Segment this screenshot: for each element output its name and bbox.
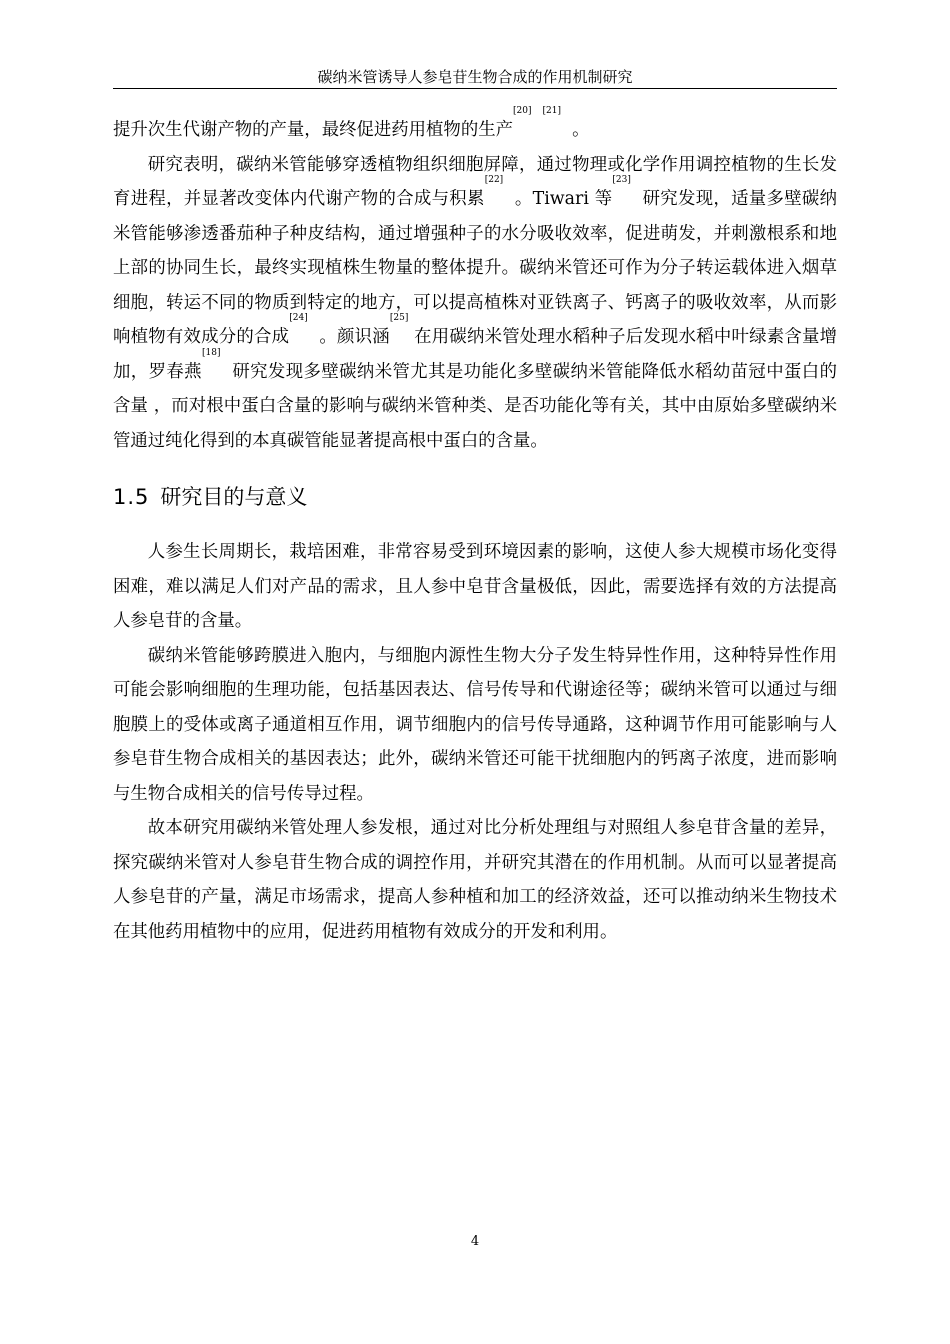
section-title: 研究目的与意义	[160, 485, 308, 509]
paragraph-end: 。	[572, 120, 590, 140]
paragraph-text: 研究表明，碳纳米管能够穿透植物组织细胞屏障，通过物理或化学作用调控植物的生长发育进程，并显著改变体内代谢产物的合成与积累	[113, 154, 837, 209]
citation: [23]	[612, 175, 631, 185]
paragraph-mechanism: 碳纳米管能够跨膜进入胞内，与细胞内源性生物大分子发生特异性作用，这种特异性作用可能会影响细胞的生理功能，包括基因表达、信号传导和代谢途径等；碳纳米管可以通过与细胞膜上的受体或离子通道相互作用，调节细胞内的信号传导通路，这种调节作用可能影响与人参皂苷生物合成相关的基因表达；此外，碳纳米管还可能干扰细胞内的钙离子浓度，进而影响与生物合成相关的信号传导过程。	[113, 645, 837, 804]
citation: [22]	[484, 175, 504, 185]
paragraph-text: 。Tiwari 等	[514, 189, 613, 209]
running-header: 碳纳米管诱导人参皂苷生物合成的作用机制研究	[317, 68, 633, 86]
citation: [20]	[513, 106, 532, 116]
main-body	[113, 106, 837, 949]
citation: [25]	[389, 313, 409, 323]
paragraph-text: 。颜识涵	[319, 327, 390, 347]
paragraph-background: 人参生长周期长，栽培困难，非常容易受到环境因素的影响，这使人参大规模市场化变得困难，难以满足人们对产品的需求，且人参中皂苷含量极低，因此，需要选择有效的方法提高人参皂苷的含量。	[113, 542, 837, 631]
section-number: 1.5	[113, 485, 150, 509]
citation: [21]	[542, 106, 562, 116]
paragraph-research-findings	[113, 148, 837, 459]
citation: [18]	[201, 347, 221, 358]
paragraph-text: 研究发现，适量多壁碳纳米管能够渗透番茄种子种皮结构，通过增强种子的水分吸收效率，促进萌发，并刺激根系和地上部的协同生长，最终实现植株生物量的整体提升。碳纳米管还可作为分子转运载体进入烟草细胞，转运不同的物质到特定的地方，可以提高植株对亚铁离子、钙离子的吸收效率，从而影响植物有效成分的合成	[113, 189, 837, 347]
section-heading	[113, 479, 837, 515]
page-number: 4	[470, 1234, 480, 1249]
citation: [24]	[289, 313, 308, 323]
paragraph-text: 研究发现多壁碳纳米管尤其是功能化多壁碳纳米管能降低水稻幼苗冠中蛋白的含量 ，而对根中蛋白含量的影响与碳纳米管种类、是否功能化等有关，其中由原始多壁碳纳米管通过纯化得到的本真碳管能显著提高根中蛋白的含量。	[113, 361, 837, 451]
paragraph-text: 在用碳纳米管处理水稻种子后发现水稻中叶绿素含量增加，罗春燕	[113, 327, 837, 382]
paragraph-continuation	[113, 106, 837, 148]
paragraph-purpose: 故本研究用碳纳米管处理人参发根，通过对比分析处理组与对照组人参皂苷含量的差异，探究碳纳米管对人参皂苷生物合成的调控作用，并研究其潜在的作用机制。从而可以显著提高人参皂苷的产量，满足市场需求，提高人参种植和加工的经济效益，还可以推动纳米生物技术在其他药用植物中的应用，促进药用植物有效成分的开发和利用。	[113, 818, 837, 942]
header-rule	[113, 88, 837, 89]
paragraph-text: 提升次生代谢产物的产量，最终促进药用植物的生产	[113, 120, 513, 140]
